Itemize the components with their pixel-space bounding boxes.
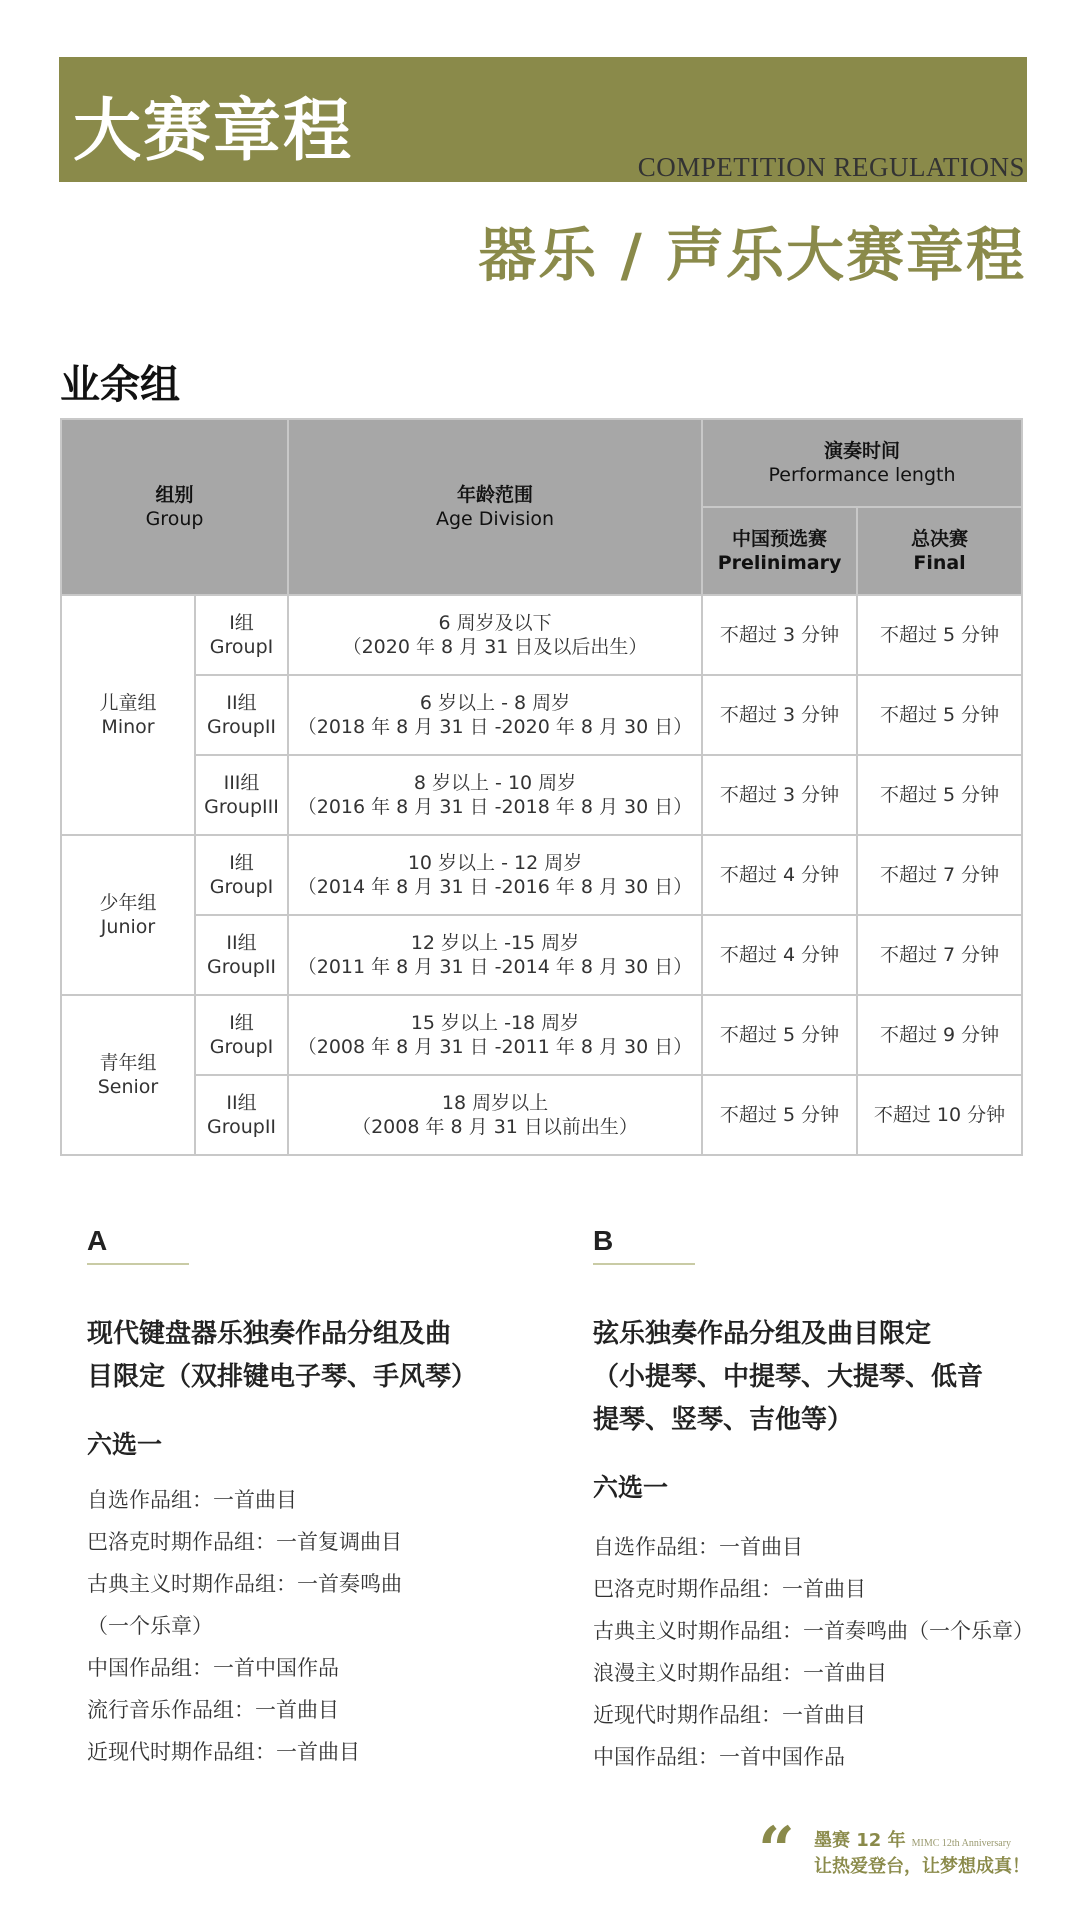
- section-b-choose: 六选一: [593, 1473, 669, 1502]
- page-subtitle: 器乐 / 声乐大赛章程: [478, 221, 1026, 289]
- section-a-choose: 六选一: [87, 1430, 163, 1459]
- section-a-heading: 现代键盘器乐独奏作品分组及曲 目限定（双排键电子琴、手风琴）: [87, 1319, 478, 1392]
- category-cell: 儿童组 Minor: [61, 595, 195, 835]
- age-cell: 6 岁以上 - 8 周岁 （2018 年 8 月 31 日 -2020 年 8 月 30 日）: [288, 675, 702, 755]
- category-cell: 青年组 Senior: [61, 995, 195, 1155]
- header-prelim: 中国预选赛 Prelinimary: [702, 507, 857, 595]
- footer-anniversary: 墨赛 12 年 MIMC 12th Anniversary: [814, 1830, 1012, 1851]
- section-a-underline: [87, 1263, 189, 1265]
- table-row: [61, 755, 1022, 835]
- section-b: [593, 1225, 1053, 1778]
- section-a-list: [87, 1479, 507, 1773]
- category-cell: 少年组 Junior: [61, 835, 195, 995]
- prelim-cell: 不超过 4 分钟: [702, 915, 857, 995]
- table-row: [61, 675, 1022, 755]
- list-item: 古典主义时期作品组：一首奏鸣曲（一个乐章）: [593, 1619, 1034, 1643]
- footer-slogan: [758, 1813, 1030, 1888]
- subgroup-cell: I组 GroupI: [195, 835, 288, 915]
- list-item: 中国作品组：一首中国作品: [593, 1745, 845, 1769]
- final-cell: 不超过 7 分钟: [857, 915, 1022, 995]
- list-item: 巴洛克时期作品组：一首曲目: [593, 1577, 866, 1601]
- age-cell: 15 岁以上 -18 周岁 （2008 年 8 月 31 日 -2011 年 8 月 30 日）: [288, 995, 702, 1075]
- list-item: 流行音乐作品组：一首曲目: [87, 1698, 339, 1722]
- section-a: [87, 1225, 507, 1773]
- subgroup-cell: II组 GroupII: [195, 915, 288, 995]
- list-item: 浪漫主义时期作品组：一首曲目: [593, 1661, 887, 1685]
- age-cell: 18 周岁以上 （2008 年 8 月 31 日以前出生）: [288, 1075, 702, 1155]
- list-item: 中国作品组：一首中国作品: [87, 1656, 339, 1680]
- header-group: 组别 Group: [61, 419, 288, 595]
- quote-icon: “: [758, 1813, 795, 1888]
- subgroup-cell: I组 GroupI: [195, 995, 288, 1075]
- section-b-list: [593, 1526, 1053, 1778]
- header-final: 总决赛 Final: [857, 507, 1022, 595]
- section-a-letter: A: [87, 1225, 108, 1256]
- age-cell: 8 岁以上 - 10 周岁 （2016 年 8 月 31 日 -2018 年 8 月 30 日）: [288, 755, 702, 835]
- subgroup-cell: II组 GroupII: [195, 1075, 288, 1155]
- final-cell: 不超过 5 分钟: [857, 595, 1022, 675]
- age-cell: 6 周岁及以下 （2020 年 8 月 31 日及以后出生）: [288, 595, 702, 675]
- prelim-cell: 不超过 3 分钟: [702, 755, 857, 835]
- final-cell: 不超过 5 分钟: [857, 755, 1022, 835]
- list-item: 自选作品组：一首曲目: [593, 1535, 803, 1559]
- banner-subtitle-en: COMPETITION REGULATIONS: [637, 152, 1025, 182]
- final-cell: 不超过 7 分钟: [857, 835, 1022, 915]
- section-b-letter: B: [593, 1225, 614, 1256]
- subgroup-cell: II组 GroupII: [195, 675, 288, 755]
- list-item: 近现代时期作品组：一首曲目: [87, 1740, 360, 1764]
- list-item: 近现代时期作品组：一首曲目: [593, 1703, 866, 1727]
- table-row: [61, 995, 1022, 1075]
- final-cell: 不超过 10 分钟: [857, 1075, 1022, 1155]
- footer-tagline: 让热爱登台，让梦想成真！: [814, 1856, 1030, 1877]
- prelim-cell: 不超过 3 分钟: [702, 595, 857, 675]
- header-age: 年龄范围 Age Division: [288, 419, 702, 595]
- section-b-heading: 弦乐独奏作品分组及曲目限定 （小提琴、中提琴、大提琴、低音 提琴、竖琴、吉他等）: [593, 1319, 984, 1435]
- subgroup-cell: I组 GroupI: [195, 595, 288, 675]
- header-banner: [59, 57, 1027, 182]
- table-row: [61, 595, 1022, 675]
- prelim-cell: 不超过 5 分钟: [702, 1075, 857, 1155]
- table-row: [61, 915, 1022, 995]
- list-item: 古典主义时期作品组：一首奏鸣曲: [87, 1572, 402, 1596]
- prelim-cell: 不超过 5 分钟: [702, 995, 857, 1075]
- prelim-cell: 不超过 3 分钟: [702, 675, 857, 755]
- regulations-table: [60, 418, 1023, 1156]
- header-performance-length: 演奏时间 Performance length: [702, 419, 1022, 507]
- list-item: 自选作品组：一首曲目: [87, 1488, 297, 1512]
- subgroup-cell: III组 GroupIII: [195, 755, 288, 835]
- section-b-underline: [593, 1263, 695, 1265]
- table-row: [61, 1075, 1022, 1155]
- list-item: （一个乐章）: [87, 1614, 213, 1638]
- age-cell: 10 岁以上 - 12 周岁 （2014 年 8 月 31 日 -2016 年 8 月 30 日）: [288, 835, 702, 915]
- final-cell: 不超过 9 分钟: [857, 995, 1022, 1075]
- list-item: 巴洛克时期作品组：一首复调曲目: [87, 1530, 402, 1554]
- prelim-cell: 不超过 4 分钟: [702, 835, 857, 915]
- section-title: 业余组: [60, 362, 180, 408]
- final-cell: 不超过 5 分钟: [857, 675, 1022, 755]
- table-row: [61, 835, 1022, 915]
- age-cell: 12 岁以上 -15 周岁 （2011 年 8 月 31 日 -2014 年 8 月 30 日）: [288, 915, 702, 995]
- banner-title: 大赛章程: [73, 92, 354, 171]
